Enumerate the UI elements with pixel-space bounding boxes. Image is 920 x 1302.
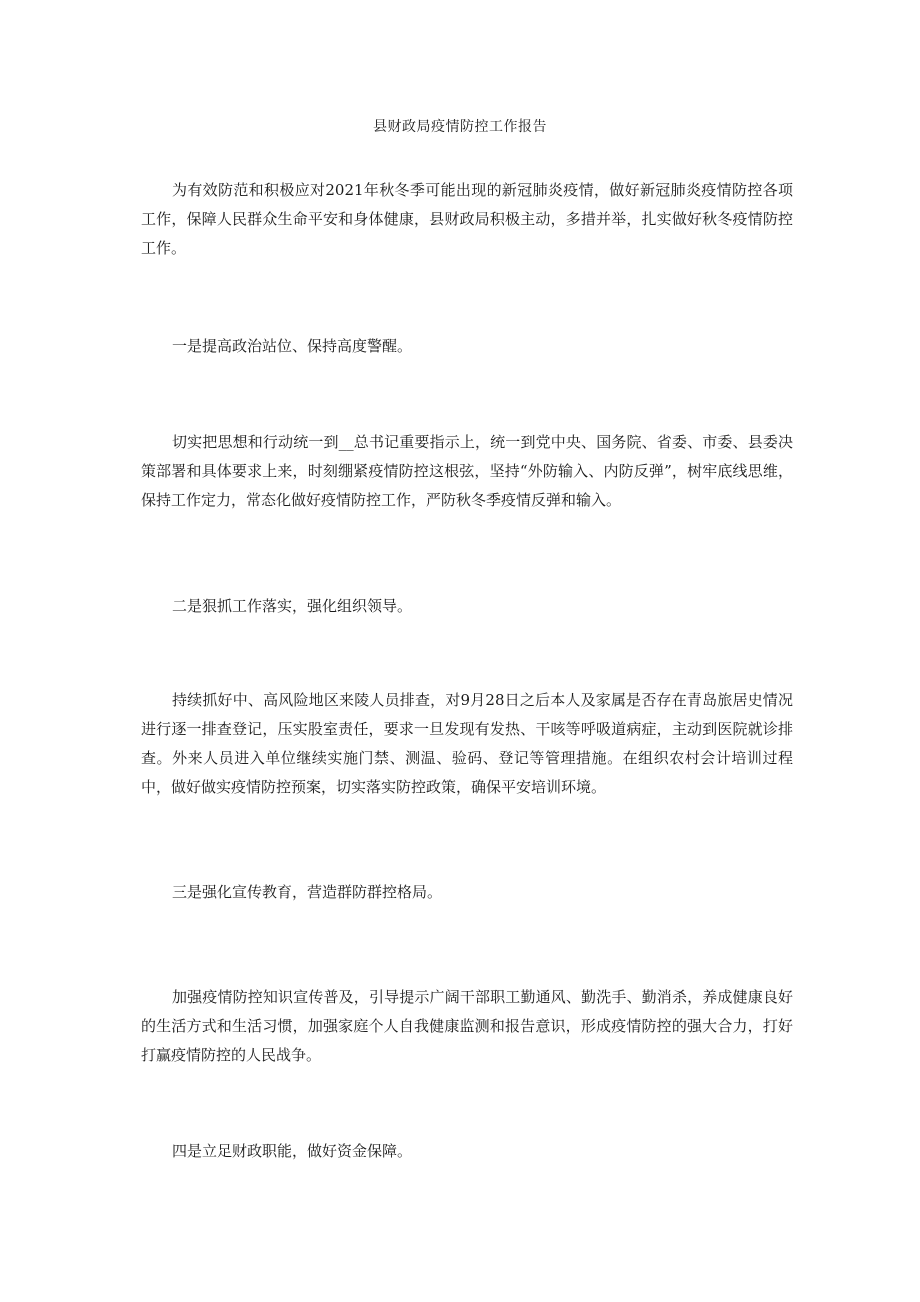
document-title: 县财政局疫情防控工作报告 <box>373 119 547 135</box>
intro-paragraph: 为有效防范和积极应对2021年秋冬季可能出现的新冠肺炎疫情，做好新冠肺炎疫情防控各项工作，保障人民群众生命平安和身体健康，县财政局积极主动，多措并举，扎实做好秋冬疫情防控工作。 <box>141 181 793 257</box>
section-2-body: 持续抓好中、高风险地区来陵人员排查，对9月28日之后本人及家属是否存在青岛旅居史情况进行逐一排查登记，压实股室责任，要求一旦发现有发热、干咳等呼吸道病症，主动到医院就诊排查。外来人员进入单位继续实施门禁、测温、验码、登记等管理措施。在组织农村会计培训过程中，做好做实疫情防控预案，切实落实防控政策，确保平安培训环境。 <box>141 691 793 796</box>
section-3-heading: 三是强化宣传教育，营造群防群控格局。 <box>172 883 443 901</box>
section-2-heading: 二是狠抓工作落实，强化组织领导。 <box>172 597 413 615</box>
section-1-heading: 一是提高政治站位、保持高度警醒。 <box>172 337 413 355</box>
section-3-body: 加强疫情防控知识宣传普及，引导提示广阔干部职工勤通风、勤洗手、勤消杀，养成健康良好的生活方式和生活习惯，加强家庭个人自我健康监测和报告意识，形成疫情防控的强大合力，打好打赢疫情防控的人民战争。 <box>141 988 793 1064</box>
section-4-heading: 四是立足财政职能，做好资金保障。 <box>172 1142 413 1160</box>
section-1-body: 切实把思想和行动统一到__总书记重要指示上，统一到党中央、国务院、省委、市委、县委决策部署和具体要求上来，时刻绷紧疫情防控这根弦，坚持“外防输入、内防反弹”，树牢底线思维，保持工作定力，常态化做好疫情防控工作，严防秋冬季疫情反弹和输入。 <box>141 433 793 509</box>
